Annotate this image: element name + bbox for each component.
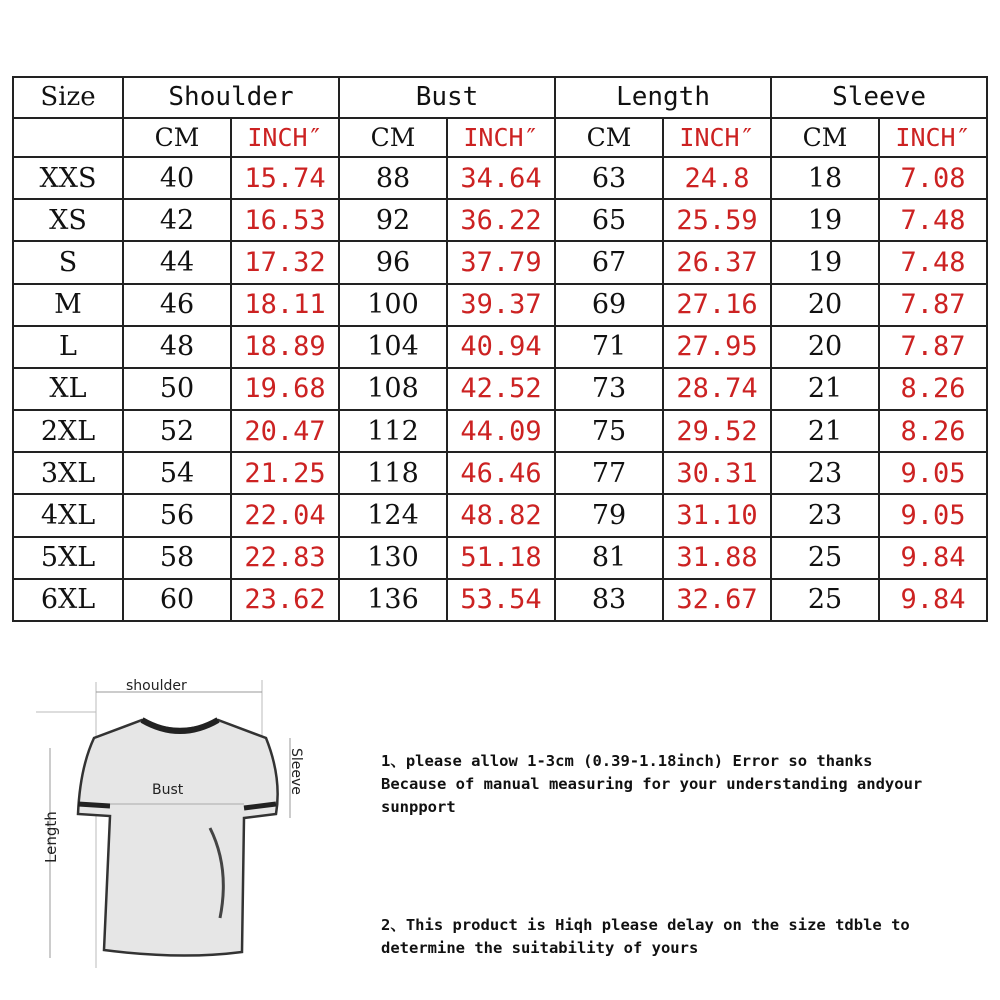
measurement-cell: 36.22 <box>447 199 555 241</box>
measurement-cell: 65 <box>555 199 663 241</box>
measurement-cell: 100 <box>339 284 447 326</box>
table-row <box>13 410 987 452</box>
measurement-cell: 23 <box>771 494 879 536</box>
note-line: sunpport <box>381 798 456 816</box>
measurement-cell: 40 <box>123 157 231 199</box>
measurement-cell: 22.04 <box>231 494 339 536</box>
size-label-cell: XS <box>13 199 123 241</box>
note-measurement-error <box>381 750 991 819</box>
measurement-cell: 52 <box>123 410 231 452</box>
measurement-cell: 16.53 <box>231 199 339 241</box>
measurement-cell: 118 <box>339 452 447 494</box>
label-length: Length <box>42 811 60 863</box>
measurement-cell: 39.37 <box>447 284 555 326</box>
measurement-cell: 19 <box>771 199 879 241</box>
measurement-cell: 69 <box>555 284 663 326</box>
measurement-cell: 42.52 <box>447 368 555 410</box>
measurement-cell: 18.89 <box>231 326 339 368</box>
group-header-sleeve: Sleeve <box>771 77 987 118</box>
measurement-cell: 46 <box>123 284 231 326</box>
measurement-cell: 9.05 <box>879 494 987 536</box>
size-chart-table <box>12 76 988 622</box>
measurement-cell: 7.87 <box>879 326 987 368</box>
unit-inch-header: INCH″ <box>447 118 555 157</box>
measurement-cell: 25 <box>771 537 879 579</box>
measurement-cell: 7.08 <box>879 157 987 199</box>
measurement-cell: 15.74 <box>231 157 339 199</box>
size-label-cell: M <box>13 284 123 326</box>
measurement-cell: 24.8 <box>663 157 771 199</box>
measurement-cell: 40.94 <box>447 326 555 368</box>
measurement-cell: 124 <box>339 494 447 536</box>
measurement-cell: 21.25 <box>231 452 339 494</box>
measurement-cell: 67 <box>555 241 663 283</box>
measurement-cell: 37.79 <box>447 241 555 283</box>
measurement-cell: 60 <box>123 579 231 621</box>
measurement-cell: 17.32 <box>231 241 339 283</box>
measurement-cell: 50 <box>123 368 231 410</box>
measurement-cell: 7.48 <box>879 199 987 241</box>
measurement-cell: 20 <box>771 326 879 368</box>
group-header-bust: Bust <box>339 77 555 118</box>
table-row <box>13 368 987 410</box>
size-label-cell: 6XL <box>13 579 123 621</box>
group-header-length: Length <box>555 77 771 118</box>
measurement-cell: 9.84 <box>879 537 987 579</box>
unit-inch-header: INCH″ <box>231 118 339 157</box>
label-shoulder: shoulder <box>126 678 187 694</box>
table-row <box>13 452 987 494</box>
measurement-cell: 48 <box>123 326 231 368</box>
measurement-cell: 44 <box>123 241 231 283</box>
measurement-cell: 77 <box>555 452 663 494</box>
measurement-cell: 19.68 <box>231 368 339 410</box>
table-row <box>13 241 987 283</box>
measurement-cell: 23 <box>771 452 879 494</box>
measurement-cell: 27.16 <box>663 284 771 326</box>
table-row <box>13 326 987 368</box>
table-row <box>13 579 987 621</box>
note-line: Because of manual measuring for your understanding andyour <box>381 775 923 793</box>
measurement-cell: 104 <box>339 326 447 368</box>
note-size-table-advice <box>381 914 991 960</box>
measurement-cell: 20.47 <box>231 410 339 452</box>
measurement-cell: 19 <box>771 241 879 283</box>
measurement-cell: 9.05 <box>879 452 987 494</box>
measurement-cell: 7.87 <box>879 284 987 326</box>
label-sleeve: Sleeve <box>288 748 304 795</box>
measurement-cell: 8.26 <box>879 410 987 452</box>
size-label-cell: 3XL <box>13 452 123 494</box>
size-label-cell: S <box>13 241 123 283</box>
size-label-cell: XXS <box>13 157 123 199</box>
measurement-cell: 48.82 <box>447 494 555 536</box>
size-label-cell: 5XL <box>13 537 123 579</box>
measurement-cell: 136 <box>339 579 447 621</box>
table-row <box>13 537 987 579</box>
table-row <box>13 494 987 536</box>
measurement-cell: 30.31 <box>663 452 771 494</box>
table-row <box>13 199 987 241</box>
measurement-cell: 56 <box>123 494 231 536</box>
measurement-cell: 22.83 <box>231 537 339 579</box>
note-line: 1、please allow 1-3cm (0.39-1.18inch) Error so thanks <box>381 752 873 770</box>
unit-cm-header: CM <box>555 118 663 157</box>
measurement-cell: 32.67 <box>663 579 771 621</box>
measurement-cell: 79 <box>555 494 663 536</box>
tshirt-measurement-diagram <box>30 668 330 973</box>
measurement-cell: 26.37 <box>663 241 771 283</box>
measurement-cell: 83 <box>555 579 663 621</box>
measurement-cell: 25.59 <box>663 199 771 241</box>
measurement-cell: 96 <box>339 241 447 283</box>
measurement-cell: 28.74 <box>663 368 771 410</box>
tshirt-illustration <box>30 668 330 973</box>
label-bust: Bust <box>152 782 184 798</box>
measurement-cell: 88 <box>339 157 447 199</box>
unit-cm-header: CM <box>339 118 447 157</box>
header-row-groups <box>13 77 987 118</box>
size-label-cell: XL <box>13 368 123 410</box>
measurement-cell: 42 <box>123 199 231 241</box>
group-header-shoulder: Shoulder <box>123 77 339 118</box>
measurement-cell: 18 <box>771 157 879 199</box>
measurement-cell: 31.10 <box>663 494 771 536</box>
measurement-cell: 44.09 <box>447 410 555 452</box>
units-blank-cell <box>13 118 123 157</box>
measurement-cell: 34.64 <box>447 157 555 199</box>
table-row <box>13 157 987 199</box>
header-row-units <box>13 118 987 157</box>
unit-cm-header: CM <box>123 118 231 157</box>
measurement-cell: 63 <box>555 157 663 199</box>
measurement-cell: 21 <box>771 368 879 410</box>
measurement-cell: 18.11 <box>231 284 339 326</box>
measurement-cell: 130 <box>339 537 447 579</box>
measurement-cell: 71 <box>555 326 663 368</box>
measurement-cell: 23.62 <box>231 579 339 621</box>
size-label-cell: 4XL <box>13 494 123 536</box>
measurement-cell: 54 <box>123 452 231 494</box>
unit-cm-header: CM <box>771 118 879 157</box>
measurement-cell: 9.84 <box>879 579 987 621</box>
measurement-cell: 73 <box>555 368 663 410</box>
size-label-cell: L <box>13 326 123 368</box>
measurement-cell: 92 <box>339 199 447 241</box>
unit-inch-header: INCH″ <box>663 118 771 157</box>
unit-inch-header: INCH″ <box>879 118 987 157</box>
table-row <box>13 284 987 326</box>
measurement-cell: 29.52 <box>663 410 771 452</box>
measurement-cell: 108 <box>339 368 447 410</box>
measurement-cell: 7.48 <box>879 241 987 283</box>
size-label-cell: 2XL <box>13 410 123 452</box>
measurement-cell: 81 <box>555 537 663 579</box>
size-header: Size <box>13 77 123 118</box>
measurement-cell: 46.46 <box>447 452 555 494</box>
note-line: determine the suitability of yours <box>381 939 699 957</box>
measurement-cell: 27.95 <box>663 326 771 368</box>
measurement-cell: 20 <box>771 284 879 326</box>
measurement-cell: 75 <box>555 410 663 452</box>
measurement-cell: 8.26 <box>879 368 987 410</box>
measurement-cell: 25 <box>771 579 879 621</box>
measurement-cell: 21 <box>771 410 879 452</box>
measurement-cell: 112 <box>339 410 447 452</box>
note-line: 2、This product is Hiqh please delay on the size tdble to <box>381 916 910 934</box>
measurement-cell: 31.88 <box>663 537 771 579</box>
measurement-cell: 51.18 <box>447 537 555 579</box>
measurement-cell: 58 <box>123 537 231 579</box>
measurement-cell: 53.54 <box>447 579 555 621</box>
